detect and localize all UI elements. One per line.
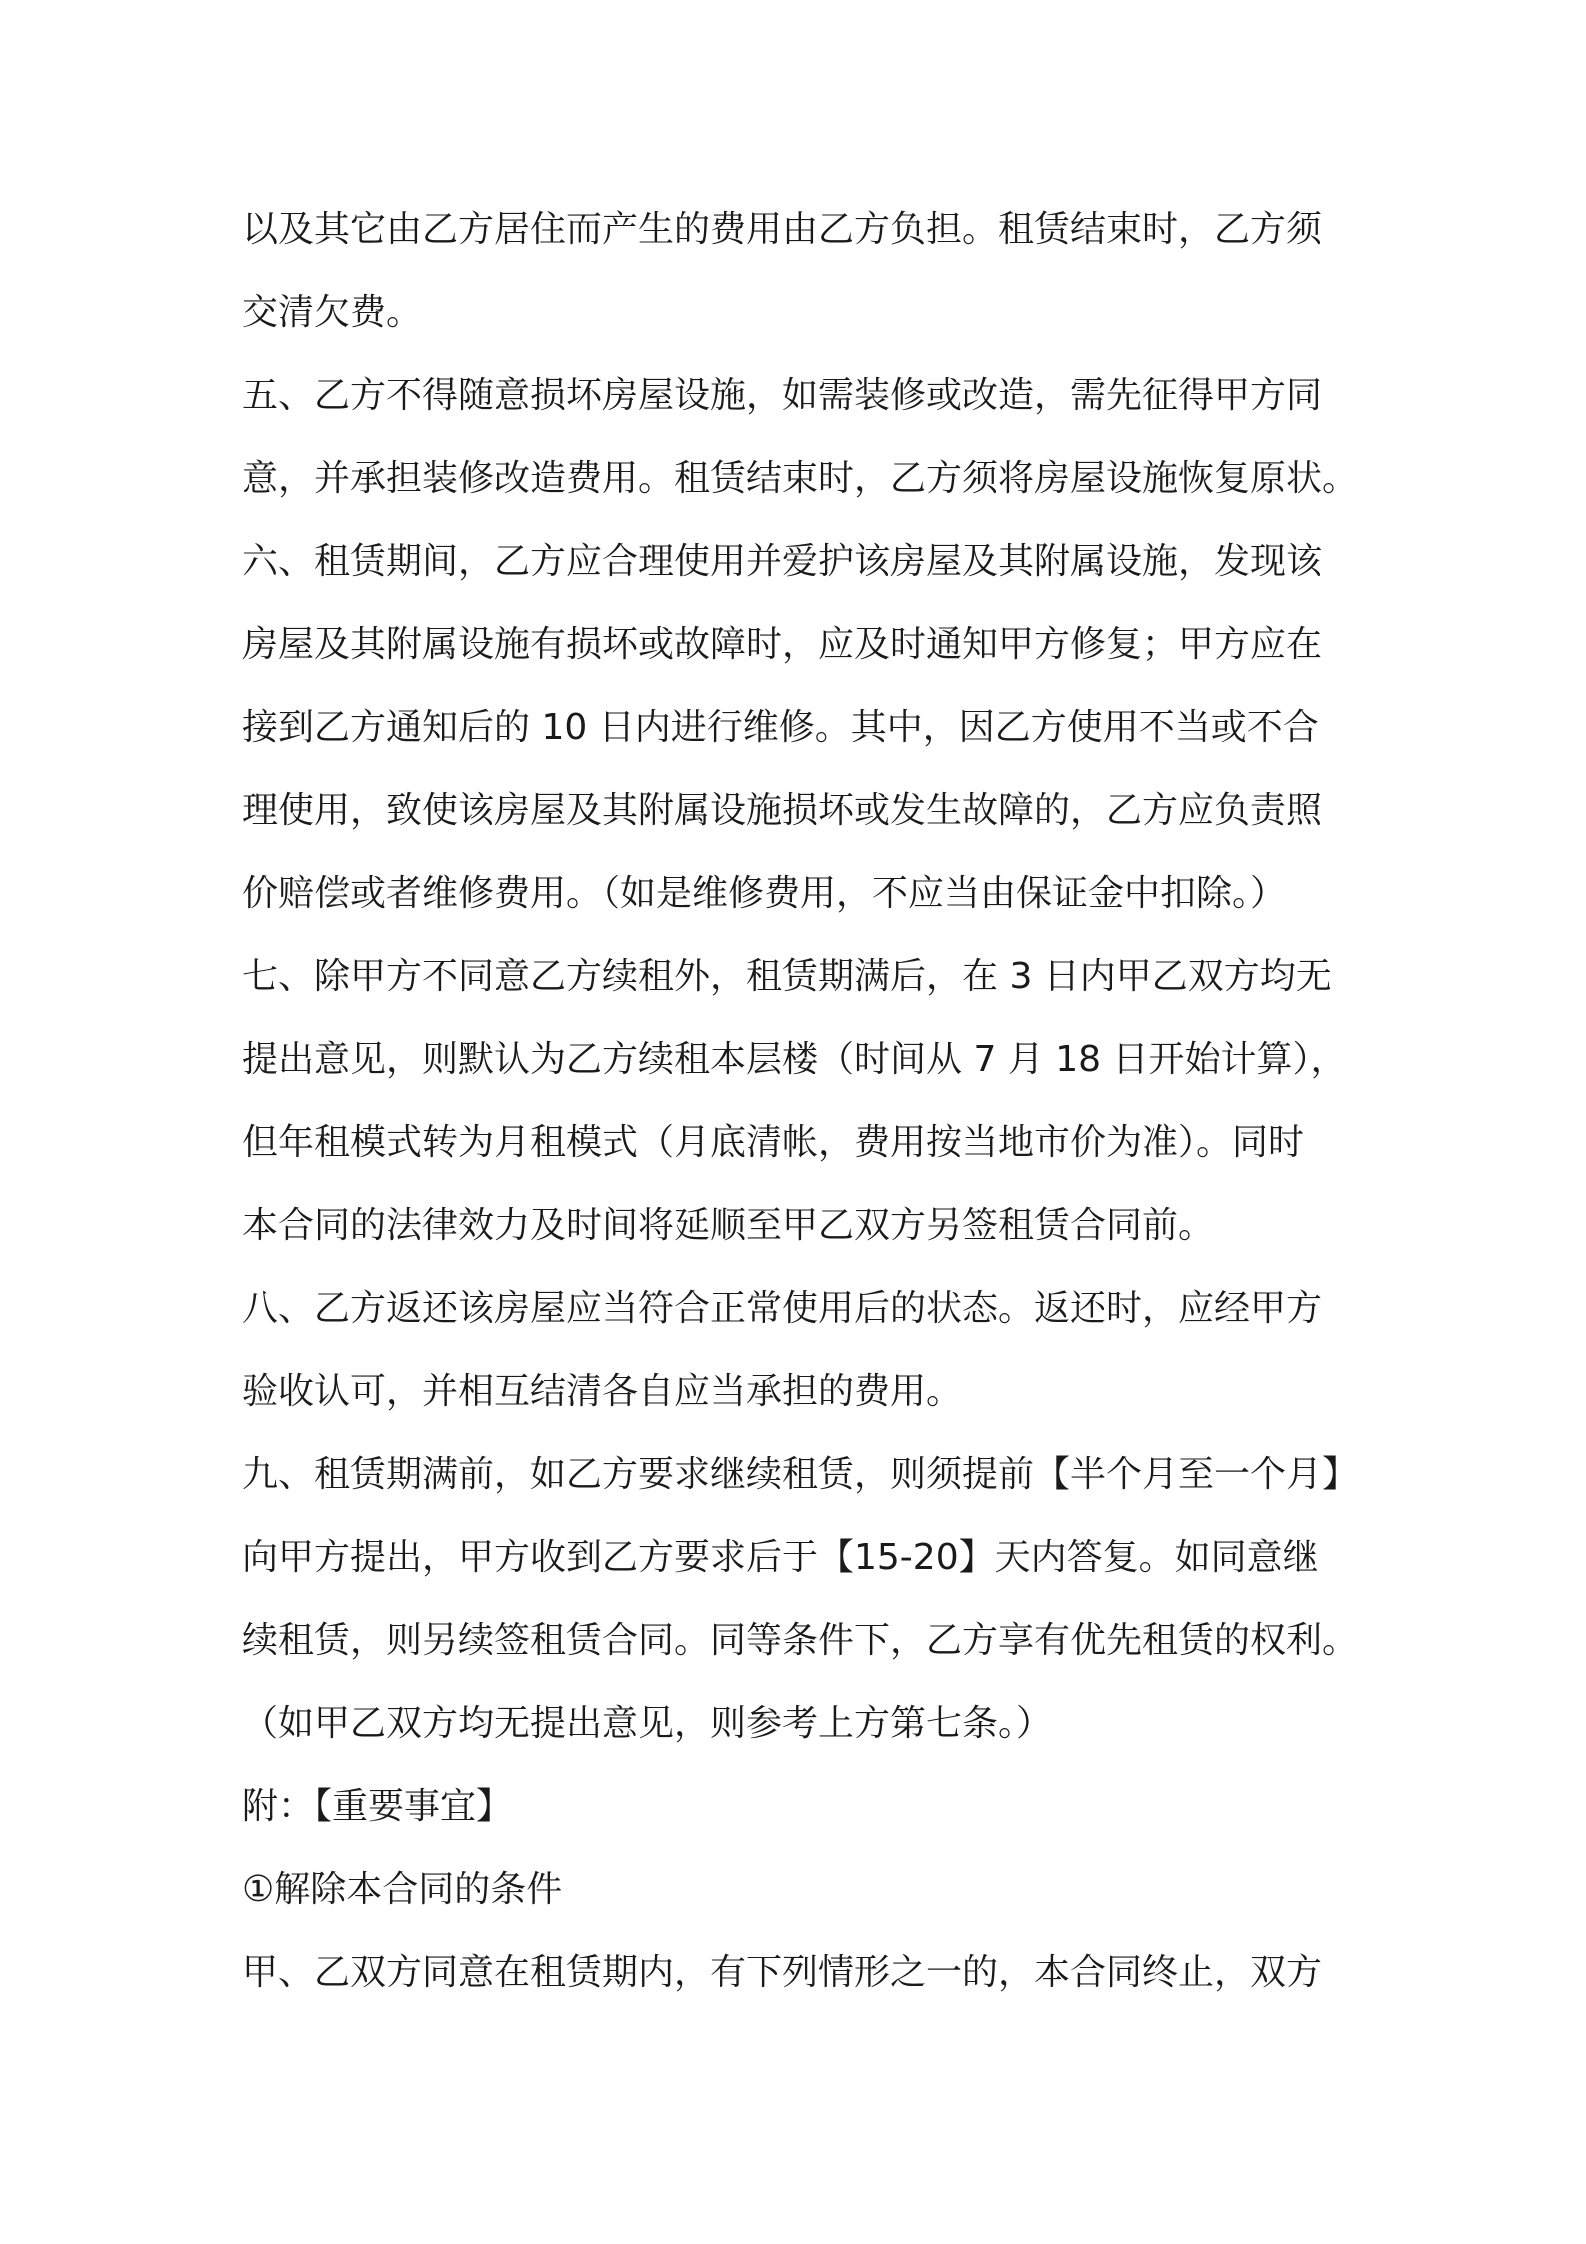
- text-line: 八、乙方返还该房屋应当符合正常使用后的状态。返还时，应经甲方: [242, 1288, 1323, 1329]
- text-line: 房屋及其附属设施有损坏或故障时，应及时通知甲方修复；甲方应在: [242, 624, 1323, 665]
- text-line: 接到乙方通知后的 10 日内进行维修。其中，因乙方使用不当或不合: [242, 707, 1319, 748]
- text-line: 续租赁，则另续签租赁合同。同等条件下，乙方享有优先租赁的权利。: [242, 1620, 1359, 1661]
- text-line: 五、乙方不得随意损坏房屋设施，如需装修或改造，需先征得甲方同: [242, 375, 1323, 416]
- text-line: 九、租赁期满前，如乙方要求继续租赁，则须提前【半个月至一个月】: [242, 1454, 1359, 1495]
- text-line: 甲、乙双方同意在租赁期内，有下列情形之一的，本合同终止，双方: [242, 1952, 1323, 1993]
- text-line: 但年租模式转为月租模式（月底清帐，费用按当地市价为准）。同时: [242, 1122, 1305, 1163]
- text-line: 意，并承担装修改造费用。租赁结束时，乙方须将房屋设施恢复原状。: [242, 458, 1359, 499]
- text-line: 价赔偿或者维修费用。（如是维修费用，不应当由保证金中扣除。）: [242, 873, 1287, 914]
- text-line: 六、租赁期间，乙方应合理使用并爱护该房屋及其附属设施，发现该: [242, 541, 1323, 582]
- text-line: 以及其它由乙方居住而产生的费用由乙方负担。租赁结束时，乙方须: [242, 209, 1323, 250]
- text-line: 理使用，致使该房屋及其附属设施损坏或发生故障的，乙方应负责照: [242, 790, 1323, 831]
- text-line: 向甲方提出，甲方收到乙方要求后于【15-20】天内答复。如同意继: [242, 1537, 1319, 1578]
- text-line: 验收认可，并相互结清各自应当承担的费用。: [242, 1371, 963, 1412]
- appendix-heading: 附：【重要事宜】: [242, 1786, 513, 1827]
- section-heading: ①解除本合同的条件: [242, 1869, 563, 1910]
- text-line: 本合同的法律效力及时间将延顺至甲乙双方另签租赁合同前。: [242, 1205, 1215, 1246]
- text-line: （如甲乙双方均无提出意见，则参考上方第七条。）: [242, 1703, 1053, 1744]
- text-line: 交清欠费。: [242, 292, 423, 333]
- text-line: 提出意见，则默认为乙方续租本层楼（时间从 7 月 18 日开始计算），: [242, 1039, 1347, 1080]
- text-line: 七、除甲方不同意乙方续租外，租赁期满后，在 3 日内甲乙双方均无: [242, 956, 1332, 997]
